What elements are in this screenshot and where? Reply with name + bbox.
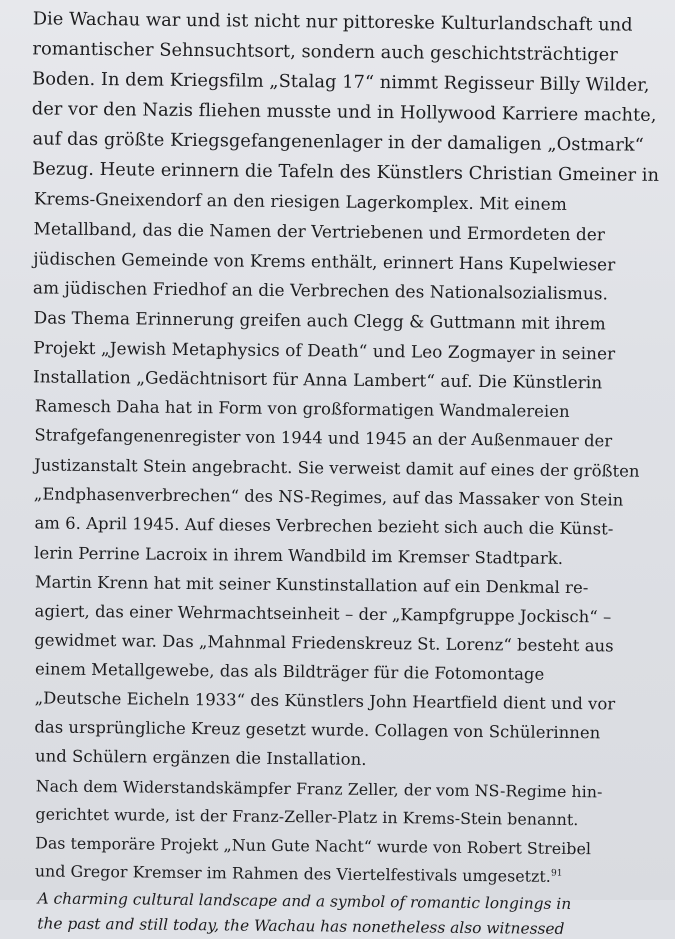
german-line-text: und Gregor Kremser im Rahmen des Viertelfestivals umgesetzt. [34, 861, 552, 886]
german-line: Martin Krenn hat mit seiner Kunstinstallation auf ein Denkmal re- [34, 572, 589, 598]
german-line: einem Metallgewebe, das als Bildträger für die Fotomontage [34, 659, 545, 684]
german-line: Boden. In dem Kriegsfilm „Stalag 17“ nimmt Regisseur Billy Wilder, [32, 68, 650, 96]
footnote-marker: 91 [550, 868, 563, 879]
german-line: auf das größte Kriegsgefangenenlager in der damaligen „Ostmark“ [32, 128, 644, 156]
german-line: Strafgefangenenregister von 1944 und 1945 an der Außenmauer der [34, 425, 613, 451]
german-line: agiert, das einer Wehrmachtseinheit – der „Kampfgruppe Jockisch“ – [34, 601, 612, 627]
german-line: „Deutsche Eicheln 1933“ des Künstlers John Heartfield dient und vor [34, 688, 616, 714]
english-line: A charming cultural landscape and a symbol of romantic longings in [37, 889, 572, 914]
german-line: Nach dem Widerstandskämpfer Franz Zeller, der vom NS-Regime hin- [35, 776, 603, 802]
english-line: the past and still today, the Wachau has nonetheless also witnessed [37, 914, 565, 938]
german-line: der vor den Nazis fliehen musste und in Hollywood Karriere machte, [31, 98, 657, 126]
german-line: Metallband, das die Namen der Vertriebenen und Ermordeten der [33, 218, 606, 245]
german-line: lerin Perrine Lacroix in ihrem Wandbild im Kremser Stadtpark. [34, 543, 564, 568]
german-line: Ramesch Daha hat in Form von großformatigen Wandmalereien [34, 396, 570, 421]
german-line: Das temporäre Projekt „Nun Gute Nacht“ wurde von Robert Streibel [35, 833, 592, 859]
german-line-last [35, 861, 563, 886]
german-line: Bezug. Heute erinnern die Tafeln des Künstlers Christian Gmeiner in [32, 158, 660, 186]
german-line: romantischer Sehnsuchtsort, sondern auch geschichtsträchtiger [32, 38, 618, 66]
german-line: Das Thema Erinnerung greifen auch Clegg & Guttmann mit ihrem [33, 307, 606, 334]
german-line: Die Wachau war und ist nicht nur pittoreske Kulturlandschaft und [32, 8, 633, 36]
german-line: das ursprüngliche Kreuz gesetzt wurde. Collagen von Schülerinnen [34, 717, 601, 743]
german-line: am jüdischen Friedhof an die Verbrechen des Nationalsozialismus. [32, 277, 609, 304]
german-line: Krems-Gneixendorf an den riesigen Lagerkomplex. Mit einem [33, 188, 567, 214]
german-line: Installation „Gedächtnisort für Anna Lambert“ auf. Die Künstlerin [32, 366, 603, 393]
german-line: Justizanstalt Stein angebracht. Sie verweist damit auf eines der größten [34, 455, 640, 481]
german-line: gewidmet war. Das „Mahnmal Friedenskreuz St. Lorenz“ besteht aus [34, 630, 614, 656]
german-line: gerichtet wurde, ist der Franz-Zeller-Platz in Krems-Stein benannt. [35, 804, 579, 830]
german-line: am 6. April 1945. Auf dieses Verbrechen bezieht sich auch die Künst- [34, 513, 614, 539]
german-line: jüdischen Gemeinde von Krems enthält, erinnert Hans Kupelwieser [33, 248, 616, 275]
german-line: und Schülern ergänzen die Installation. [34, 746, 367, 769]
german-line: „Endphasenverbrechen“ des NS-Regimes, auf das Massaker von Stein [33, 484, 624, 510]
german-line: Projekt „Jewish Metaphysics of Death“ und Leo Zogmayer in seiner [33, 337, 616, 364]
